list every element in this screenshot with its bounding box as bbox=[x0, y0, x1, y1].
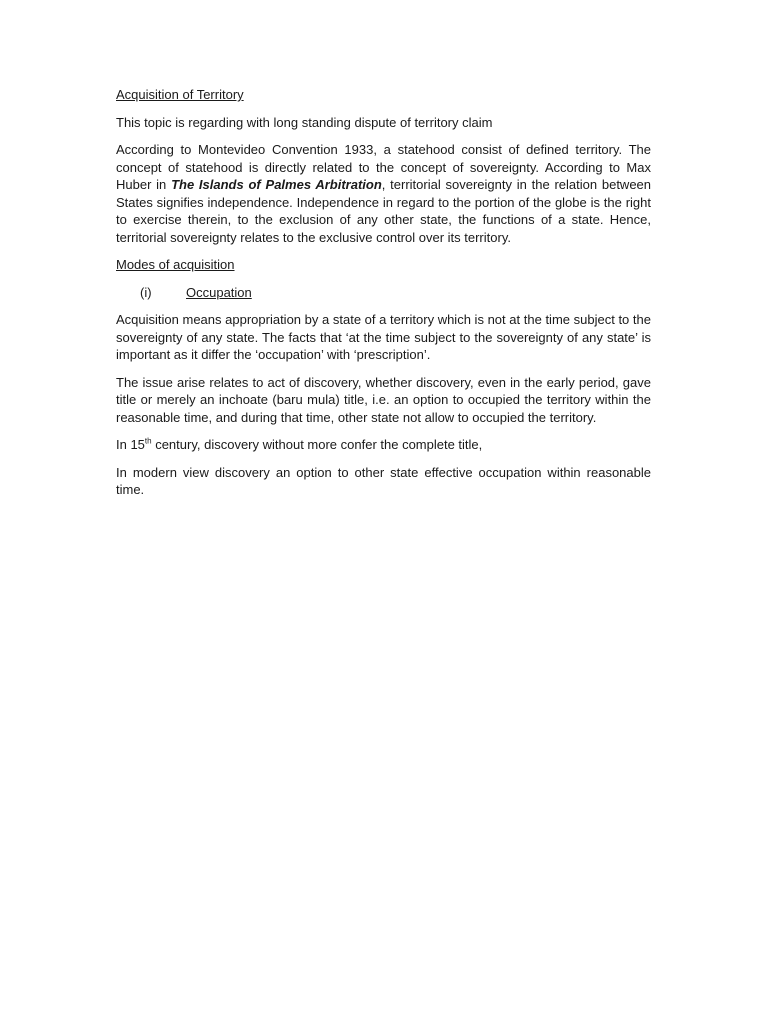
statehood-text-after: , territorial sovereignty in the relation between States signifies independence. Independence in regard to the portion of the globe is the right to exercise therein, to the exclusion of any other state, the functions of a state. Hence, territorial sovereignty relates to the exclusive control over its territory. bbox=[116, 177, 652, 245]
century-text-before: In 15 bbox=[116, 437, 145, 452]
intro-paragraph: This topic is regarding with long standing dispute of territory claim bbox=[116, 114, 493, 130]
list-label: Occupation bbox=[186, 284, 252, 300]
case-name: The Islands of Palmes Arbitration bbox=[171, 177, 382, 192]
document-page bbox=[116, 86, 651, 509]
discovery-paragraph: The issue arise relates to act of discovery, whether discovery, even in the early period, gave title or merely an inchoate (baru mula) title, i.e. an option to occupied the territory within the reasonable time, and during that time, other state not allow to occupied the territory. bbox=[116, 374, 651, 425]
list-marker: (i) bbox=[140, 284, 152, 300]
century-text-after: century, discovery without more confer the complete title, bbox=[151, 437, 483, 452]
century-superscript: th bbox=[144, 436, 152, 446]
list-item-occupation bbox=[116, 284, 651, 302]
acquisition-paragraph: Acquisition means appropriation by a state of a territory which is not at the time subject to the sovereignty of any state. The facts that ‘at the time subject to the sovereignty of any state’ is important as it differ the ‘occupation’ with ‘prescription’. bbox=[116, 312, 651, 362]
statehood-text-before: According to Montevideo Convention 1933, a statehood consist of defined territory. The concept of statehood is directly related to the concept of sovereignty. According to Max Huber in bbox=[116, 142, 651, 192]
statehood-paragraph bbox=[116, 141, 651, 246]
document-title: Acquisition of Territory bbox=[116, 87, 244, 102]
century-paragraph bbox=[116, 436, 651, 454]
modern-view-paragraph: In modern view discovery an option to other state effective occupation within reasonable time. bbox=[116, 464, 651, 497]
modes-heading: Modes of acquisition bbox=[116, 257, 235, 272]
